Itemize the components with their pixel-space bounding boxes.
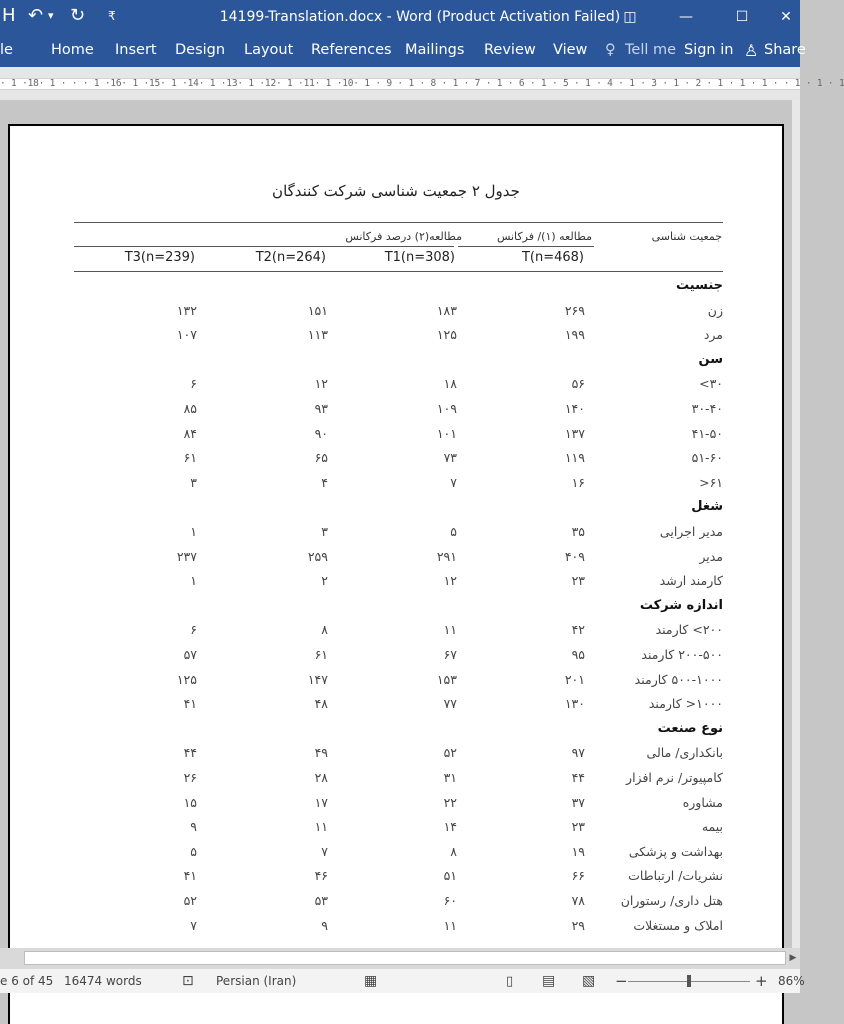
cell-value: ۳: [321, 524, 328, 539]
table-section-row: [74, 274, 723, 298]
cell-value: ۷: [450, 474, 457, 490]
cell-value: ۱: [190, 524, 197, 539]
cell-value: ۱۷: [314, 794, 328, 810]
cell-value: ۱۳۰: [564, 696, 585, 712]
scroll-right-arrow-icon[interactable]: ▶: [789, 953, 797, 963]
cell-value: ۷: [321, 843, 328, 859]
minimize-icon[interactable]: —: [679, 9, 693, 25]
row-label: بانکداری/ مالی: [646, 745, 723, 761]
cell-value: ۸۵: [183, 401, 197, 416]
cell-value: ۳۵: [571, 524, 585, 539]
cell-value: ۱۲: [314, 376, 328, 392]
cell-value: ۱۲۵: [176, 671, 197, 687]
tab-file[interactable]: le: [0, 42, 13, 58]
cell-value: ۳۱: [443, 770, 457, 785]
cell-value: ۶: [190, 622, 197, 638]
vertical-scrollbar[interactable]: [792, 100, 800, 948]
cell-value: ۶: [190, 376, 197, 392]
row-label: زن: [707, 302, 723, 318]
table-top-rule: [74, 222, 723, 223]
zoom-slider-thumb[interactable]: [687, 975, 691, 987]
header-t2-n: T2(n=264): [255, 250, 326, 265]
cell-value: ۱۲: [443, 573, 457, 589]
study1-underline: [458, 246, 594, 247]
row-label: مرد: [703, 327, 723, 343]
tab-mailings[interactable]: Mailings: [405, 42, 465, 58]
cell-value: ۱۴۷: [307, 671, 328, 687]
cell-value: ۲۹: [571, 917, 585, 933]
undo-icon[interactable]: ↶: [28, 5, 44, 26]
tab-view[interactable]: View: [553, 42, 588, 58]
cell-value: ۴۱: [183, 696, 197, 712]
sign-in-link[interactable]: Sign in: [684, 42, 734, 58]
zoom-in-button[interactable]: +: [755, 972, 768, 990]
undo-dropdown-icon[interactable]: ▾: [48, 9, 54, 22]
print-layout-icon[interactable]: ▤: [542, 973, 556, 989]
ribbon-options-icon[interactable]: ◫: [623, 9, 637, 25]
cell-value: ۴۴: [571, 770, 585, 785]
tab-references[interactable]: References: [311, 42, 392, 58]
table-row: [74, 643, 723, 667]
horizontal-ruler[interactable]: [0, 67, 844, 100]
cell-value: ۹: [190, 819, 197, 835]
table-row: [74, 397, 723, 421]
cell-value: ۱۰۱: [436, 425, 457, 441]
cell-value: ۵۱: [443, 868, 457, 884]
share-button[interactable]: Share: [764, 42, 806, 58]
ruler-markings: · 1 ·18· 1 · · · 1 ·16· 1 ·15· 1 ·14· 1 ·13· 1 ·12· 1 ·11· 1 ·10· 1 · 9 · 1 · 8 · 1 · 7 · 1 · 6 · 1 · 5 · 1 · 4 · 1 · 3 · 1 · 2 · 1 · 1 · 1 · · 1 · 1 · 1: [0, 78, 844, 89]
row-label: ۳۰>: [699, 376, 723, 392]
close-icon[interactable]: ✕: [780, 9, 792, 25]
row-label: کارمند ارشد: [659, 573, 723, 589]
table-section-row: [74, 594, 723, 618]
cell-value: ۹۳: [314, 401, 328, 416]
tell-me-input[interactable]: Tell me: [625, 42, 677, 58]
cell-value: ۱۵: [183, 794, 197, 810]
table-section-row: [74, 348, 723, 372]
tab-design[interactable]: Design: [175, 42, 226, 58]
cell-value: ۱۵۳: [436, 671, 457, 687]
row-label: مدیر اجرایی: [659, 524, 723, 539]
horizontal-scrollbar[interactable]: [0, 948, 800, 968]
header-t-n: T(n=468): [521, 250, 584, 265]
cell-value: ۶۵: [314, 450, 328, 466]
cell-value: ۹۵: [571, 647, 585, 662]
cell-value: ۱: [190, 573, 197, 589]
cell-value: ۲۹۱: [436, 548, 457, 564]
cell-value: ۹۷: [571, 745, 585, 761]
cell-value: ۱۶: [571, 474, 585, 490]
header-t1-n: T1(n=308): [384, 250, 455, 265]
cell-value: ۱۰۷: [176, 327, 197, 343]
cell-value: ۲۸: [314, 770, 328, 785]
macro-icon[interactable]: ▦: [364, 973, 378, 989]
cell-value: ۱۱: [314, 819, 328, 835]
title-bar: [0, 0, 800, 34]
cell-value: ۴۴: [183, 745, 197, 761]
header-study1: مطالعه (۱)/ فرکانس: [496, 230, 592, 243]
customize-toolbar-icon[interactable]: ₹: [108, 9, 116, 23]
cell-value: ۱۸: [443, 376, 457, 392]
cell-value: ۲۵۹: [307, 548, 328, 564]
cell-value: ۶۰: [443, 893, 457, 908]
cell-value: ۵۲: [443, 745, 457, 761]
cell-value: ۵: [450, 524, 457, 539]
cell-value: ۷۸: [571, 893, 585, 908]
cell-value: ۱۱۳: [307, 327, 328, 343]
row-label: هتل داری/ رستوران: [620, 893, 723, 908]
table-row: [74, 446, 723, 470]
person-icon: ♙: [744, 41, 759, 60]
section-label: جنسیت: [676, 278, 723, 293]
header-study2: مطالعه(۲) درصد فرکانس: [345, 230, 462, 243]
cell-value: ۱۰۹: [436, 401, 457, 416]
cell-value: ۲۲: [443, 794, 457, 810]
row-label: مشاوره: [682, 794, 723, 810]
table-row: [74, 618, 723, 642]
cell-value: ۱۴: [443, 819, 457, 835]
section-label: نوع صنعت: [657, 720, 723, 736]
cell-value: ۱۱۹: [564, 450, 585, 466]
table-row: [74, 668, 723, 692]
cell-value: ۲۳: [571, 573, 585, 589]
table-row: [74, 471, 723, 495]
word-count[interactable]: 16474 words: [64, 974, 142, 988]
cell-value: ۱۹: [571, 843, 585, 859]
cell-value: ۵۳: [314, 893, 328, 908]
header-demographics: جمعیت شناسی: [651, 230, 722, 243]
language-indicator[interactable]: Persian (Iran): [216, 974, 297, 988]
cell-value: ۷۳: [443, 450, 457, 466]
cell-value: ۹: [321, 917, 328, 933]
horizontal-scroll-track[interactable]: [24, 951, 786, 965]
status-bar: [0, 968, 805, 993]
save-icon[interactable]: H: [2, 5, 16, 26]
row-label: ۴۱-۵۰: [691, 425, 723, 441]
document-area[interactable]: [0, 100, 792, 948]
section-label: سن: [698, 351, 723, 367]
cell-value: ۱۲۵: [436, 327, 457, 343]
maximize-icon[interactable]: ☐: [735, 9, 749, 25]
cell-value: ۴۶: [314, 868, 328, 884]
window-title: 14199-Translation.docx - Word (Product Activation Failed): [219, 9, 621, 25]
cell-value: ۵۷: [183, 647, 197, 662]
tab-review[interactable]: Review: [484, 42, 536, 58]
table-row: [74, 323, 723, 347]
cell-value: ۲۳: [571, 819, 585, 835]
row-label: ۵۰۰-۱۰۰۰ کارمند: [634, 671, 723, 687]
cell-value: ۴۱: [183, 868, 197, 884]
cell-value: ۶۶: [571, 868, 585, 884]
cell-value: ۵: [190, 843, 197, 859]
table-row: [74, 840, 723, 864]
row-label: ۵۱-۶۰: [691, 450, 723, 466]
cell-value: ۱۱: [443, 917, 457, 933]
table-row: [74, 815, 723, 839]
row-label: کامپیوتر/ نرم افزار: [626, 770, 723, 785]
table-row: [74, 791, 723, 815]
table-row: [74, 864, 723, 888]
cell-value: ۹۰: [314, 425, 328, 441]
web-layout-icon[interactable]: ▧: [582, 973, 596, 989]
cell-value: ۱۳۷: [564, 425, 585, 441]
table-row: [74, 372, 723, 396]
cell-value: ۲: [321, 573, 328, 589]
table-row: [74, 741, 723, 765]
tab-insert[interactable]: Insert: [115, 42, 157, 58]
table-row: [74, 422, 723, 446]
cell-value: ۷: [190, 917, 197, 933]
cell-value: ۱۹۹: [564, 327, 585, 343]
cell-value: ۴۰۹: [564, 548, 585, 564]
cell-value: ۶۱: [183, 450, 197, 466]
header-t3-n: T3(n=239): [124, 250, 195, 265]
ribbon-tabs: [0, 34, 806, 67]
table-row: [74, 766, 723, 790]
cell-value: ۸۴: [183, 425, 197, 441]
zoom-out-button[interactable]: −: [615, 972, 628, 990]
study2-underline: [74, 246, 454, 247]
table-row: [74, 692, 723, 716]
row-label: ۲۰۰-۵۰۰ کارمند: [641, 647, 723, 662]
cell-value: ۳: [190, 474, 197, 490]
table-row: [74, 545, 723, 569]
table-caption: جدول ۲ جمعیت شناسی شرکت کنندگان: [272, 182, 520, 200]
row-label: بهداشت و پزشکی: [628, 843, 723, 859]
cell-value: ۸: [450, 843, 457, 859]
cell-value: ۶۱: [314, 647, 328, 662]
row-label: مدیر: [699, 548, 723, 564]
cell-value: ۴۹: [314, 745, 328, 761]
cell-value: ۱۳۲: [176, 302, 197, 318]
section-label: اندازه شرکت: [639, 597, 723, 613]
cell-value: ۵۶: [571, 376, 585, 392]
table-header-rule: [74, 271, 723, 272]
row-label: ۶۱<: [699, 474, 723, 490]
cell-value: ۷۷: [443, 696, 457, 712]
row-label: ۳۰-۴۰: [691, 401, 723, 416]
cell-value: ۱۸۳: [436, 302, 457, 318]
cell-value: ۴۲: [571, 622, 585, 638]
cell-value: ۸: [321, 622, 328, 638]
cell-value: ۲۶: [183, 770, 197, 785]
table-row: [74, 299, 723, 323]
redo-icon[interactable]: ↻: [70, 5, 86, 26]
table-row: [74, 569, 723, 593]
read-mode-icon[interactable]: ▯: [506, 974, 514, 989]
section-label: شغل: [691, 499, 723, 515]
cell-value: ۲۶۹: [564, 302, 585, 318]
cell-value: ۱۴۰: [564, 401, 585, 416]
row-label: املاک و مستغلات: [633, 917, 723, 933]
cell-value: ۳۷: [571, 794, 585, 810]
cell-value: ۱۵۱: [307, 302, 328, 318]
page-count[interactable]: e 6 of 45: [0, 974, 54, 988]
row-label: نشریات/ ارتباطات: [628, 868, 723, 884]
zoom-level[interactable]: 86%: [778, 974, 805, 988]
tab-layout[interactable]: Layout: [244, 42, 294, 58]
cell-value: ۴۸: [314, 696, 328, 712]
proofing-icon[interactable]: ⊡: [182, 973, 194, 989]
tab-home[interactable]: Home: [51, 42, 94, 58]
cell-value: ۲۰۱: [564, 671, 585, 687]
table-row: [74, 914, 723, 938]
lightbulb-icon: ♀: [605, 42, 616, 58]
cell-value: ۱۱: [443, 622, 457, 638]
cell-value: ۵۲: [183, 893, 197, 908]
row-label: ۲۰۰> کارمند: [655, 622, 723, 638]
table-section-row: [74, 717, 723, 741]
table-row: [74, 520, 723, 544]
table-section-row: [74, 495, 723, 519]
document-page[interactable]: [8, 124, 784, 1024]
table-row: [74, 889, 723, 913]
cell-value: ۴: [321, 474, 328, 490]
cell-value: ۲۳۷: [176, 548, 197, 564]
row-label: بیمه: [701, 819, 723, 835]
row-label: ۱۰۰۰< کارمند: [648, 696, 723, 712]
cell-value: ۶۷: [443, 647, 457, 662]
